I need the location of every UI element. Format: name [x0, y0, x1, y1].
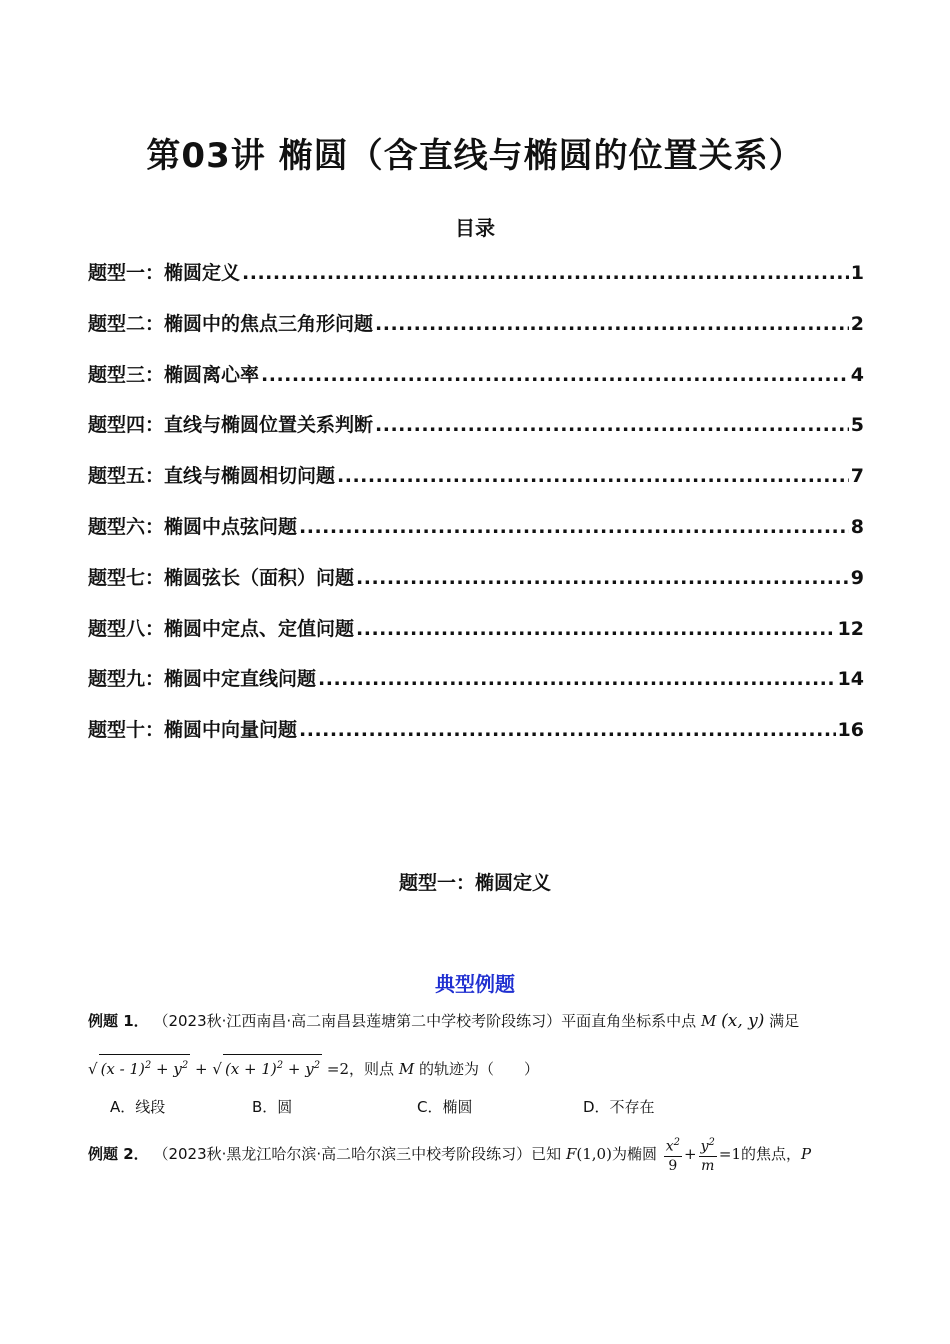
square-exponent: 2 — [673, 1137, 681, 1148]
section-title: 题型一：椭圆定义 — [398, 872, 551, 894]
toc-entry[interactable] — [88, 258, 864, 309]
fraction-2-denominator: m — [701, 1157, 715, 1174]
toc-entry-label: 题型六：椭圆中点弦问题 — [88, 515, 298, 538]
example-1 — [88, 1010, 868, 1032]
square-exponent: 2 — [276, 1060, 284, 1071]
typical-examples-heading: 典型例题 — [435, 972, 515, 996]
toc-entry[interactable] — [88, 614, 864, 665]
square-exponent: 2 — [708, 1137, 715, 1148]
toc-entry[interactable] — [88, 309, 864, 360]
toc-leader-dots — [356, 618, 836, 640]
option-a[interactable]: A．线段 — [110, 1098, 166, 1116]
option-b[interactable]: B．圆 — [252, 1098, 293, 1116]
point-p: P — [801, 1144, 812, 1163]
ellipse-equation-right: =1 — [718, 1144, 742, 1163]
example-2-source: （2023秋·黑龙江哈尔滨·高二哈尔滨三中校考阶段练习）已知 — [153, 1144, 562, 1163]
toc-leader-dots — [299, 719, 836, 741]
toc-entry-label: 题型四：直线与椭圆位置关系判断 — [88, 414, 374, 437]
example-2-mid: 为椭圆 — [611, 1144, 657, 1163]
toc-entry-page: 7 — [850, 465, 864, 488]
document-title: 第03讲 椭圆（含直线与椭圆的位置关系） — [146, 136, 804, 176]
point-m: M — [700, 1012, 717, 1030]
focus-f: F — [565, 1144, 577, 1163]
toc-leader-dots — [375, 414, 849, 436]
toc-entry[interactable] — [88, 563, 864, 614]
square-exponent: 2 — [144, 1060, 152, 1071]
toc-leader-dots — [375, 313, 849, 335]
fraction-x2-over-9 — [664, 1134, 682, 1175]
example-1-equation-line: √ $(x - 1)^2 + y^2$ + √ $(x + 1)^2 + y^2 =2$，则点 M 的轨迹为（ ） — [88, 1054, 868, 1080]
equation-right: =2 — [326, 1060, 350, 1078]
toc-entry-page: 16 — [837, 719, 864, 742]
point-coords: (x, y) — [721, 1011, 765, 1031]
option-c[interactable]: C．椭圆 — [417, 1098, 473, 1116]
example-2: 例题 2． （2023秋·黑龙江哈尔滨·高二哈尔滨三中校考阶段练习）已知 F(1,0)为椭圆 $\frac{x^2}{9}$ + $\frac{y^2}{m}$ =1的焦点，P — [88, 1134, 868, 1175]
toc-entry-label: 题型三：椭圆离心率 — [88, 363, 260, 386]
toc-entry-label: 题型九：椭圆中定直线问题 — [88, 668, 317, 691]
toc-entry-page: 9 — [850, 566, 864, 589]
focus-coords: (1,0) — [576, 1144, 612, 1163]
option-d[interactable]: D．不存在 — [583, 1098, 655, 1116]
toc-entry-page: 4 — [850, 363, 864, 386]
toc-entry-label: 题型二：椭圆中的焦点三角形问题 — [88, 312, 374, 335]
toc-entry[interactable] — [88, 664, 864, 715]
toc-entry-label: 题型一：椭圆定义 — [88, 262, 241, 284]
then-point-m: M — [398, 1060, 415, 1078]
sqrt-term-1: $(x - 1)^2 + y^2$ — [99, 1054, 191, 1080]
toc-entry-page: 2 — [850, 312, 864, 335]
toc-entry-label: 题型八：椭圆中定点、定值问题 — [88, 617, 355, 640]
fraction-1-numerator: x — [665, 1138, 674, 1155]
toc-entry[interactable] — [88, 512, 864, 563]
then-tail: 的轨迹为（ ） — [418, 1060, 539, 1078]
fraction-y2-over-m — [699, 1134, 717, 1175]
sqrt-term-2: $(x + 1)^2 + y^2$ — [223, 1054, 322, 1080]
toc-entry-page: 5 — [850, 414, 864, 437]
example-1-label: 例题 1． — [88, 1012, 149, 1030]
square-exponent: 2 — [313, 1060, 321, 1071]
table-of-contents — [88, 258, 864, 766]
toc-entry[interactable] — [88, 410, 864, 461]
toc-leader-dots — [261, 364, 849, 386]
example-2-tail: 的焦点， — [741, 1144, 802, 1163]
toc-entry-page: 1 — [850, 262, 864, 284]
sqrt-term-1-base: (x - 1) — [100, 1060, 145, 1078]
toc-entry[interactable] — [88, 461, 864, 512]
example-1-tail: 满足 — [769, 1012, 800, 1030]
toc-entry-page: 14 — [837, 668, 864, 691]
example-2-label: 例题 2． — [88, 1144, 149, 1163]
toc-entry[interactable] — [88, 715, 864, 766]
toc-leader-dots — [356, 567, 849, 589]
fraction-1-denominator: 9 — [668, 1157, 678, 1174]
y-term: y — [305, 1060, 314, 1078]
toc-leader-dots — [318, 668, 836, 690]
toc-entry-label: 题型五：直线与椭圆相切问题 — [88, 465, 336, 488]
toc-entry-page: 8 — [850, 515, 864, 538]
square-exponent: 2 — [181, 1060, 189, 1071]
toc-leader-dots — [299, 516, 849, 538]
toc-entry-page: 12 — [837, 617, 864, 640]
example-1-source: （2023秋·江西南昌·高二南昌县莲塘第二中学校考阶段练习）平面直角坐标系中点 — [153, 1012, 697, 1030]
toc-entry-label: 题型十：椭圆中向量问题 — [88, 719, 298, 742]
toc-entry[interactable] — [88, 360, 864, 411]
y-term: y — [173, 1060, 182, 1078]
sqrt-sign-icon: √ — [212, 1060, 222, 1078]
toc-heading: 目录 — [455, 216, 495, 240]
fraction-2-numerator: y — [700, 1138, 709, 1155]
toc-leader-dots — [242, 262, 849, 284]
sqrt-term-2-base: (x + 1) — [224, 1060, 277, 1078]
then-text: ，则点 — [349, 1060, 395, 1078]
sqrt-sign-icon: √ — [88, 1060, 98, 1078]
toc-leader-dots — [337, 465, 849, 487]
toc-entry-label: 题型七：椭圆弦长（面积）问题 — [88, 566, 355, 589]
